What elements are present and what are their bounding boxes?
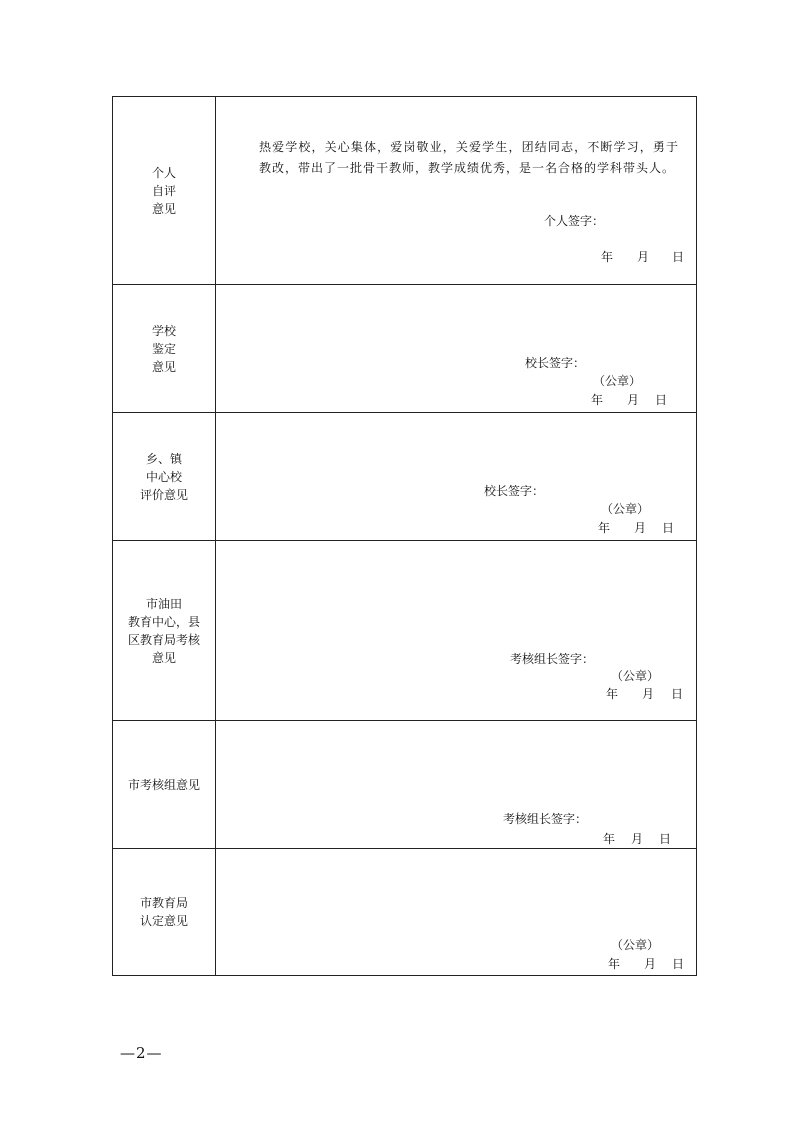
label-line: 意见 (151, 359, 176, 374)
official-seal-label: （公章） (601, 502, 650, 516)
label-line: 市教育局 (139, 896, 188, 910)
label-line: 评价意见 (139, 487, 188, 502)
content-township-evaluation[interactable] (216, 413, 696, 540)
label-line: 区教育局考核 (127, 632, 200, 647)
date-month: 月 (642, 687, 655, 701)
label-township-evaluation (113, 413, 216, 540)
label-line: 乡、镇 (145, 451, 182, 466)
date-day: 日 (662, 521, 675, 535)
label-line: 教育中心，县 (127, 614, 200, 629)
date-year: 年 (591, 393, 604, 407)
label-bureau-certification (113, 849, 216, 975)
content-self-evaluation[interactable] (216, 97, 696, 284)
date-year: 年 (601, 250, 614, 264)
team-leader-signature-label: 考核组长签字： (503, 812, 588, 826)
label-line: 鉴定 (151, 341, 176, 356)
date-day: 日 (655, 393, 668, 407)
date-year: 年 (603, 832, 616, 846)
official-seal-label: （公章） (611, 938, 660, 952)
official-seal-label: （公章） (611, 669, 660, 683)
row-township-evaluation (113, 413, 696, 541)
self-evaluation-text: 热爱学校，关心集体，爱岗敬业，关爱学生，团结同志，不断学习，勇于教改，带出了一批骨干教师，教学成绩优秀，是一名合格的学科带头人。 (259, 140, 679, 175)
content-city-assessment[interactable] (216, 721, 696, 848)
label-line: 市考核组意见 (127, 777, 200, 792)
label-line: 意见 (151, 650, 176, 665)
label-line: 个人 (151, 165, 176, 180)
team-leader-signature-label: 考核组长签字： (510, 652, 595, 666)
official-seal-label: （公章） (593, 374, 642, 388)
content-county-assessment[interactable] (216, 541, 696, 720)
row-city-assessment (113, 721, 696, 849)
date-day: 日 (671, 687, 684, 701)
date-month: 月 (637, 250, 650, 264)
date-year: 年 (598, 521, 611, 535)
date-year: 年 (608, 957, 621, 971)
label-line: 认定意见 (139, 914, 188, 928)
label-county-assessment (113, 541, 216, 720)
content-school-appraisal[interactable] (216, 285, 696, 412)
row-bureau-certification (113, 849, 696, 975)
row-county-assessment (113, 541, 696, 721)
principal-signature-label: 校长签字： (525, 356, 586, 370)
label-line: 中心校 (145, 469, 182, 484)
evaluation-form-table (112, 96, 697, 976)
date-month: 月 (634, 521, 647, 535)
date-month: 月 (644, 957, 657, 971)
row-self-evaluation (113, 97, 696, 285)
date-day: 日 (659, 832, 672, 846)
date-day: 日 (672, 957, 685, 971)
date-day: 日 (672, 250, 685, 264)
page-number: —2— (120, 1044, 163, 1062)
label-line: 学校 (151, 323, 176, 338)
date-month: 月 (627, 393, 640, 407)
date-year: 年 (606, 687, 619, 701)
personal-signature-label: 个人签字： (544, 214, 605, 228)
label-line: 自评 (151, 183, 176, 198)
date-month: 月 (631, 832, 644, 846)
label-self-evaluation (113, 97, 216, 284)
label-city-assessment (113, 721, 216, 848)
principal-signature-label: 校长签字： (484, 484, 545, 498)
row-school-appraisal (113, 285, 696, 413)
label-school-appraisal (113, 285, 216, 412)
label-line: 意见 (151, 201, 176, 216)
content-bureau-certification[interactable] (216, 849, 696, 975)
label-line: 市油田 (145, 596, 182, 611)
